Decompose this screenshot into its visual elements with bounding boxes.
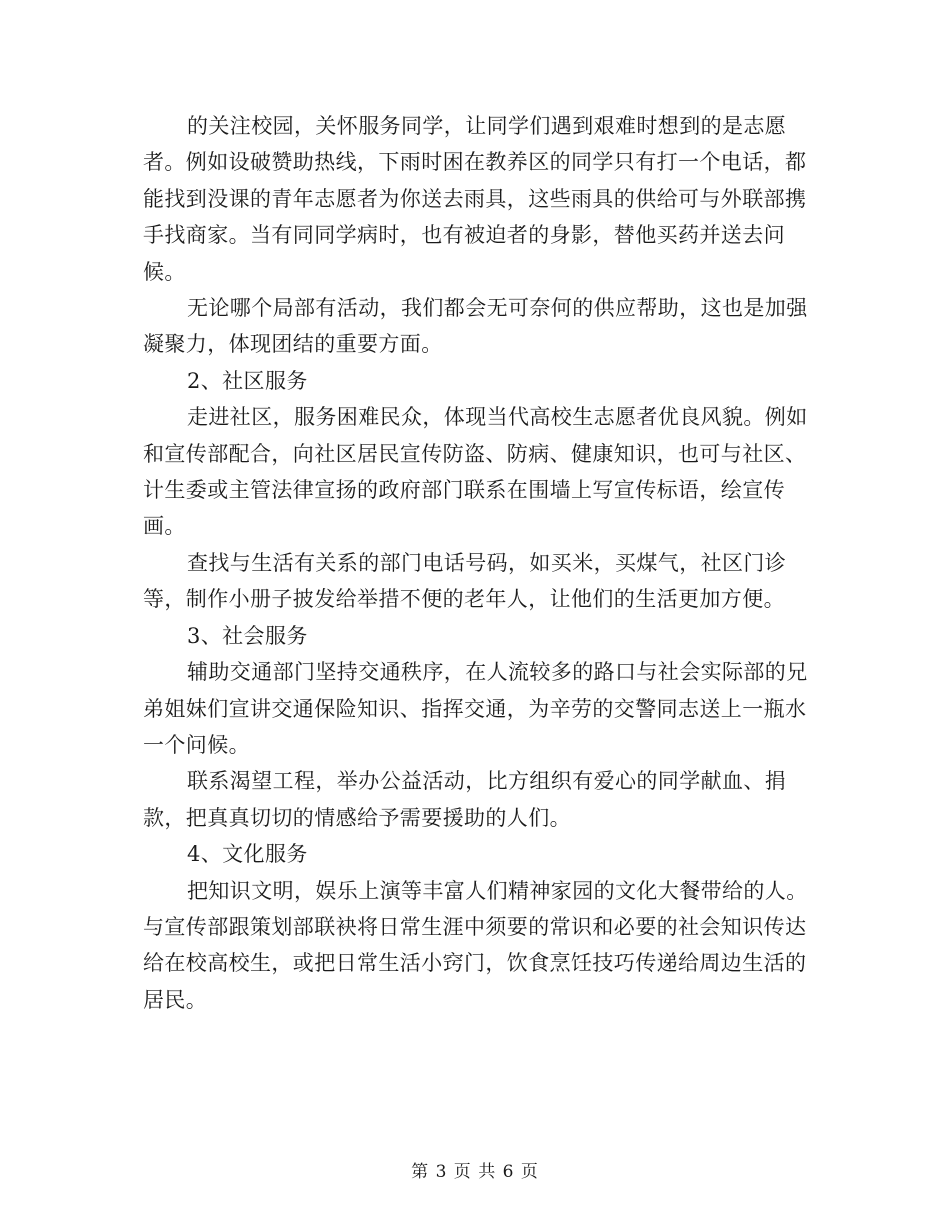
section-heading-community-service: 2、社区服务 xyxy=(187,368,308,393)
page-number-label: 第 3 页 共 6 页 xyxy=(411,1162,539,1182)
paragraph-continuation: 的关注校园，关怀服务同学，让同学们遇到艰难时想到的是志愿者。例如设破赞助热线，下雨时困在教养区的同学只有打一个电话，都能找到没课的青年志愿者为你送去雨具，这些雨具的供给可与外联部携手找商家。当有同同学病时，也有被迫者的身影，替他买药并送去问候。 xyxy=(143,114,807,284)
paragraph: 走进社区，服务困难民众，体现当代高校生志愿者优良风貌。例如和宣传部配合，向社区居民宣传防盗、防病、健康知识，也可与社区、计生委或主管法律宣扬的政府部门联系在围墙上写宣传标语，绘宣传画。 xyxy=(143,405,808,539)
document-body xyxy=(143,108,813,1018)
section-heading-cultural-service: 4、文化服务 xyxy=(187,842,308,867)
paragraph: 辅助交通部门坚持交通秩序，在人流较多的路口与社会实际部的兄弟姐妹们宣讲交通保险知识、指挥交通，为辛劳的交警同志送上一瓶水一个问候。 xyxy=(143,660,808,757)
section-heading-social-service: 3、社会服务 xyxy=(187,623,308,648)
paragraph: 把知识文明，娱乐上演等丰富人们精神家园的文化大餐带给的人。与宣传部跟策划部联袂将日常生涯中须要的常识和必要的社会知识传达给在校高校生，或把日常生活小窍门，饮食烹饪技巧传递给周边生活的居民。 xyxy=(143,878,808,1012)
paragraph: 查找与生活有关系的部门电话号码，如买米，买煤气，社区门诊等，制作小册子披发给举措不便的老年人，让他们的生活更加方便。 xyxy=(143,550,787,612)
paragraph: 联系渴望工程，举办公益活动，比方组织有爱心的同学献血、捐款，把真真切切的情感给予需要援助的人们。 xyxy=(143,769,787,830)
paragraph: 无论哪个局部有活动，我们都会无可奈何的供应帮助，这也是加强凝聚力，体现团结的重要方面。 xyxy=(143,296,808,357)
page-footer xyxy=(0,1157,950,1182)
